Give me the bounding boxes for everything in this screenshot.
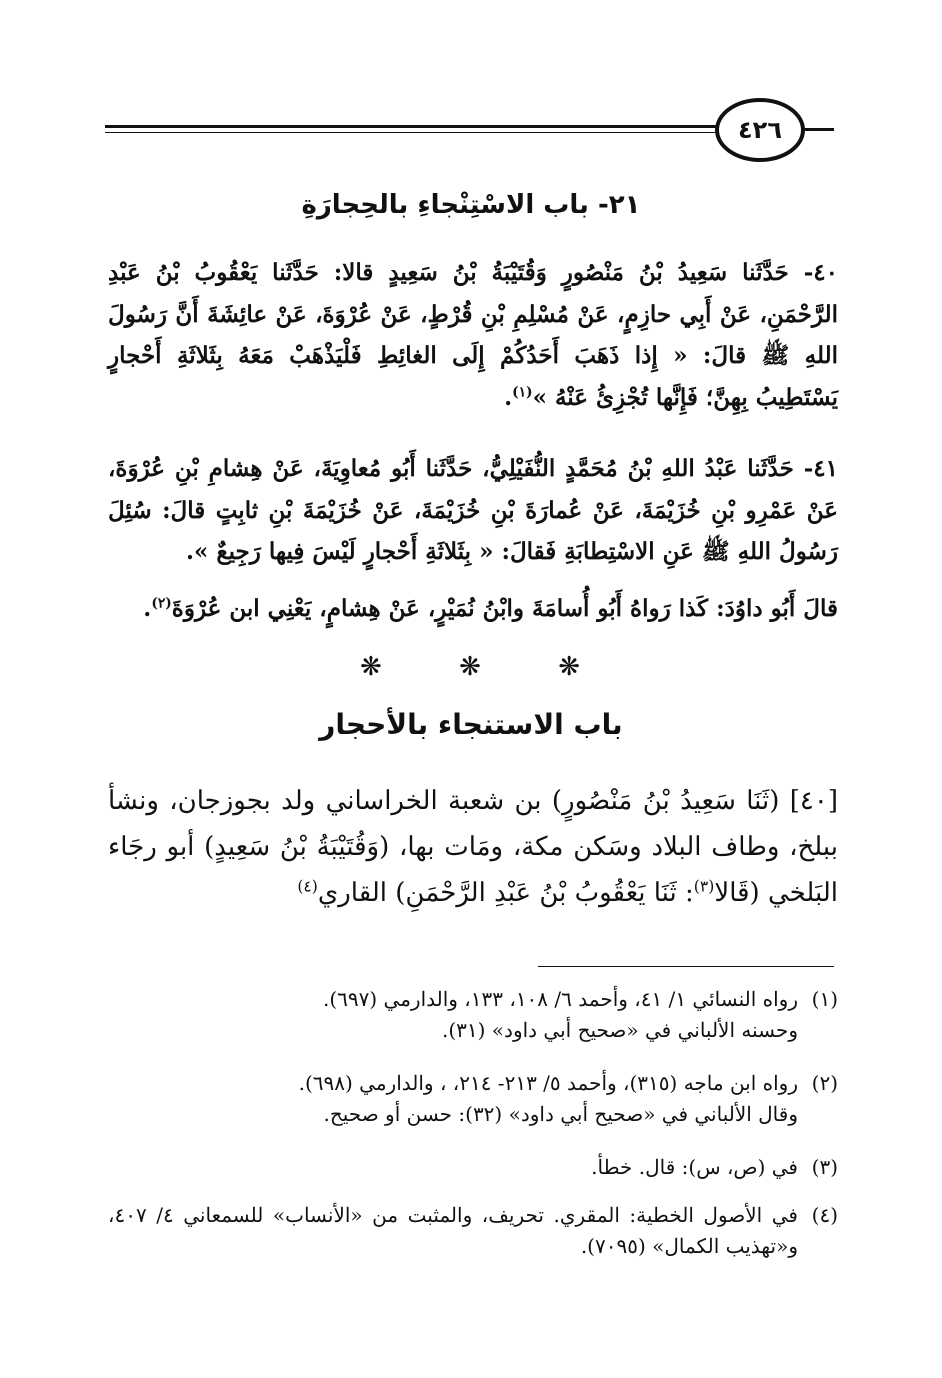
footnote-number: (١)	[811, 987, 838, 1011]
abu-dawud-note-text: قالَ أَبُو داوُدَ: كَذا رَواهُ أَبُو أُسامَةَ وابْنُ نُمَيْرٍ، عَنْ هِشامٍ، يَعْنِي ابن عُرْوَةَ	[171, 595, 838, 622]
separator-star: ❋	[558, 652, 580, 682]
footnote-ref-4: (٤)	[297, 877, 318, 896]
footnote-ref-3: (٣)	[693, 877, 715, 896]
hadith-40: ٤٠- حَدَّثَنا سَعِيدُ بْنُ مَنْصُورٍ وَقُتَيْبَةُ بْنُ سَعِيدٍ قالا: حَدَّثَنا يَعْقُوبُ بْنُ عَبْدِ الرَّحْمَنِ، عَنْ أَبِي حازِمٍ، عَنْ مُسْلِمِ بْنِ قُرْطٍ، عَنْ عُرْوَةَ، عَنْ عائِشَةَ أَنَّ رَسُولَ اللهِ ﷺ قالَ: « إِذا ذَهَبَ أَحَدُكُمْ إِلَى الغائِطِ فَلْيَذْهَبْ مَعَهُ بِثَلاثَةِ أَحْجارٍ يَسْتَطِيبُ بِهِنَّ؛ فَإِنَّها تُجْزِئُ عَنْهُ »$^{(١)}$.	[108, 259, 838, 411]
hadith-41: ٤١- حَدَّثَنا عَبْدُ اللهِ بْنُ مُحَمَّدٍ النُّفَيْلِيُّ، حَدَّثَنا أَبُو مُعاوِيَةَ، عَنْ هِشامِ بْنِ عُرْوَةَ، عَنْ عَمْرِو بْنِ خُزَيْمَةَ، عَنْ عُمارَةَ بْنِ خُزَيْمَةَ، عَنْ خُزَيْمَةَ بْنِ ثابِتٍ قالَ: سُئِلَ رَسُولُ اللهِ ﷺ عَنِ الاسْتِطابَةِ فَقالَ: « بِثَلاثَةِ أَحْجارٍ لَيْسَ فِيها رَجِيعٌ ».	[108, 455, 838, 565]
separator-star: ❋	[459, 652, 481, 682]
hadith-40-text: ٤٠- حَدَّثَنا سَعِيدُ بْنُ مَنْصُورٍ وَقُتَيْبَةُ بْنُ سَعِيدٍ قالا: حَدَّثَنا يَعْقُوبُ بْنُ عَبْدِ الرَّحْمَنِ، عَنْ أَبِي حازِمٍ، عَنْ مُسْلِمِ بْنِ قُرْطٍ، عَنْ عُرْوَةَ، عَنْ عائِشَةَ أَنَّ رَسُولَ اللهِ ﷺ قالَ: « إِذا ذَهَبَ أَحَدُكُمْ إِلَى الغائِطِ فَلْيَذْهَبْ مَعَهُ بِثَلاثَةِ أَحْجارٍ يَسْتَطِيبُ بِهِنَّ؛ فَإِنَّها تُجْزِئُ عَنْهُ »	[108, 259, 838, 411]
separator-star: ❋	[360, 652, 382, 682]
header-rule-thin	[105, 132, 720, 133]
commentary-part1: [٤٠] (ثَنَا سَعِيدُ بْنُ مَنْصُورٍ) بن شعبة الخراساني ولد بجوزجان، ونشأ ببلخ، وطاف البلاد وسَكن مكة، ومَات بها، (وَقُتَيْبَةُ بْنُ سَعِيدٍ) أبو رجَاء البَلخي (قَالا	[108, 786, 838, 908]
section-heading: ٢١- باب الاسْتِنْجاءِ بالحِجارَةِ	[301, 190, 641, 220]
footnote-line: في (ص، س): قال. خطأ.	[591, 1155, 798, 1179]
footnote-ref-2: (٢)	[151, 595, 172, 612]
section-separator	[360, 652, 580, 682]
header-rule	[105, 125, 720, 128]
commentary-part2: : ثَنَا يَعْقُوبُ بْنُ عَبْدِ الرَّحْمَنِ) القاري	[317, 878, 694, 908]
commentary-paragraph	[108, 778, 838, 916]
footnote-number: (٢)	[811, 1071, 838, 1095]
footnote-number: (٤)	[811, 1203, 838, 1227]
commentary-heading: باب الاستنجاء بالأحجار	[319, 708, 623, 741]
footnote-rule	[538, 966, 834, 967]
page-number: ٤٢٦	[715, 98, 805, 162]
footnote-1	[108, 984, 838, 1046]
abu-dawud-note: قالَ أَبُو داوُدَ: كَذا رَواهُ أَبُو أُسامَةَ وابْنُ نُمَيْرٍ، عَنْ هِشامٍ، يَعْنِي ابن عُرْوَةَ$^{(٢)}$.	[143, 595, 838, 622]
footnote-line: رواه ابن ماجه (٣١٥)، وأحمد ٥/ ٢١٣- ٢١٤، ، والدارمي (٦٩٨).	[298, 1071, 798, 1095]
footnote-line: رواه النسائي ١/ ٤١، وأحمد ٦/ ١٠٨، ١٣٣، والدارمي (٦٩٧).	[322, 987, 798, 1011]
header-rule-right	[802, 128, 834, 131]
footnote-3	[108, 1152, 838, 1183]
footnote-4	[108, 1200, 838, 1262]
footnote-2	[108, 1068, 838, 1130]
footnote-line: في الأصول الخطية: المقري. تحريف، والمثبت من «الأنساب» للسمعاني ٤/ ٤٠٧، و«تهذيب الكمال» (٧٠٩٥).	[108, 1203, 798, 1258]
footnote-ref-1: (١)	[512, 383, 533, 400]
footnote-line: وقال الألباني في «صحيح أبي داود» (٣٢): حسن أو صحيح.	[323, 1102, 798, 1126]
footnote-line: وحسنه الألباني في «صحيح أبي داود» (٣١).	[441, 1018, 798, 1042]
footnote-number: (٣)	[811, 1155, 838, 1179]
